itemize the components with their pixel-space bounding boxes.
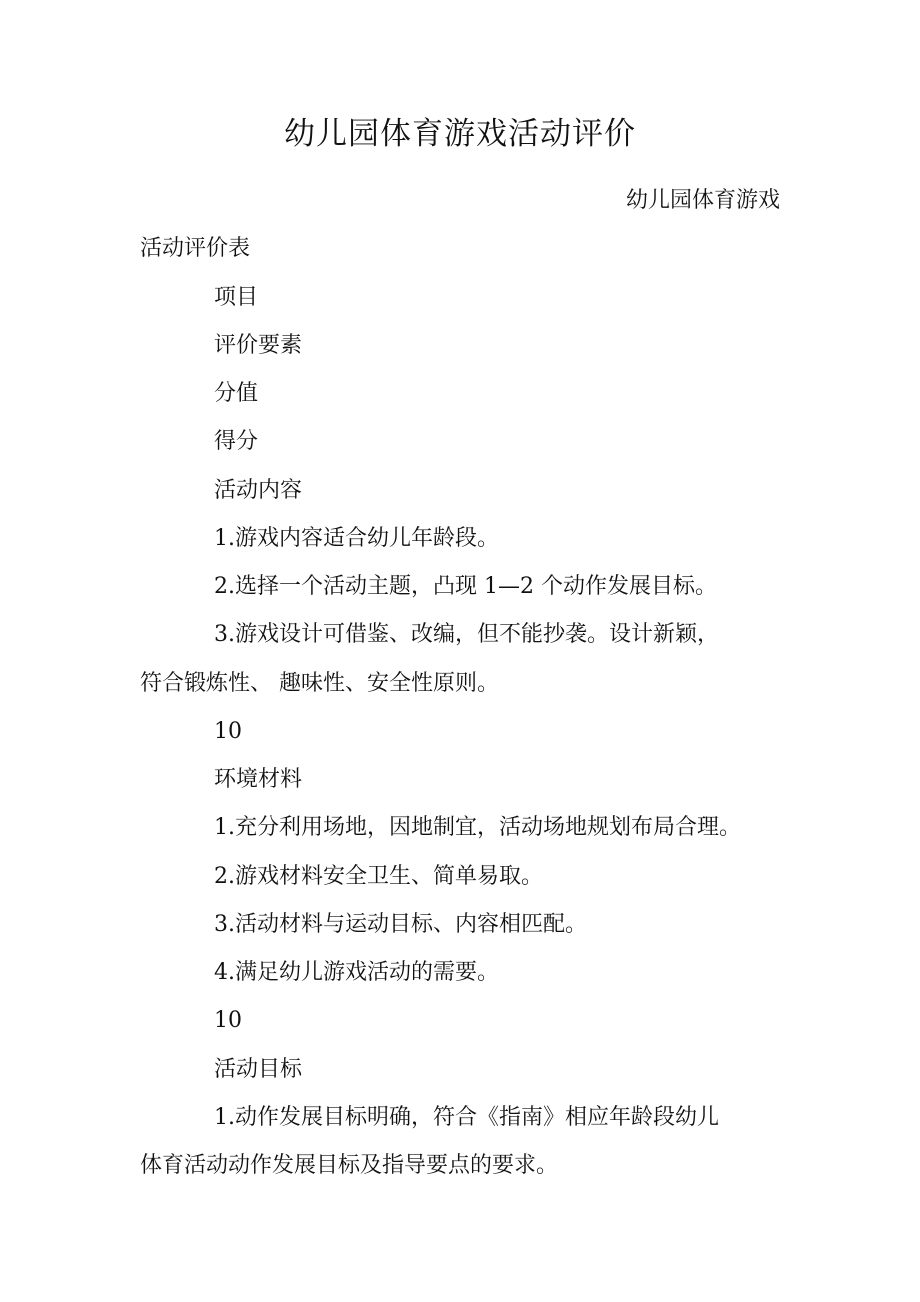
text-line: 活动内容 xyxy=(214,478,303,503)
text-line: 10 xyxy=(214,1008,242,1033)
text-line: 评价要素 xyxy=(214,333,303,358)
text-line: 4.满足幼儿游戏活动的需要。 xyxy=(214,960,499,985)
text-line: 体育活动动作发展目标及指导要点的要求。 xyxy=(140,1153,559,1178)
text-line: 2.游戏材料安全卫生、简单易取。 xyxy=(214,864,543,889)
subtitle-right: 幼儿园体育游戏 xyxy=(625,188,780,213)
text-line: 3.活动材料与运动目标、内容相匹配。 xyxy=(214,912,587,937)
text-line: 项目 xyxy=(214,285,259,310)
text-line: 分值 xyxy=(214,381,259,406)
text-line: 1.游戏内容适合幼儿年龄段。 xyxy=(214,526,499,551)
text-line: 符合锻炼性、 趣味性、安全性原则。 xyxy=(140,671,499,696)
text-line: 环境材料 xyxy=(214,767,303,792)
text-line: 得分 xyxy=(214,429,259,454)
text-line: 10 xyxy=(214,719,242,744)
text-line: 2.选择一个活动主题，凸现 1—2 个动作发展目标。 xyxy=(214,574,717,599)
subtitle-left: 活动评价表 xyxy=(140,236,251,261)
text-line: 活动目标 xyxy=(214,1057,303,1082)
document-title: 幼儿园体育游戏活动评价 xyxy=(284,116,636,152)
text-line: 1.动作发展目标明确，符合《指南》相应年龄段幼儿 xyxy=(214,1105,719,1130)
text-line: 3.游戏设计可借鉴、改编，但不能抄袭。设计新颖， xyxy=(214,622,719,647)
text-line: 1.充分利用场地，因地制宜，活动场地规划布局合理。 xyxy=(214,815,741,840)
